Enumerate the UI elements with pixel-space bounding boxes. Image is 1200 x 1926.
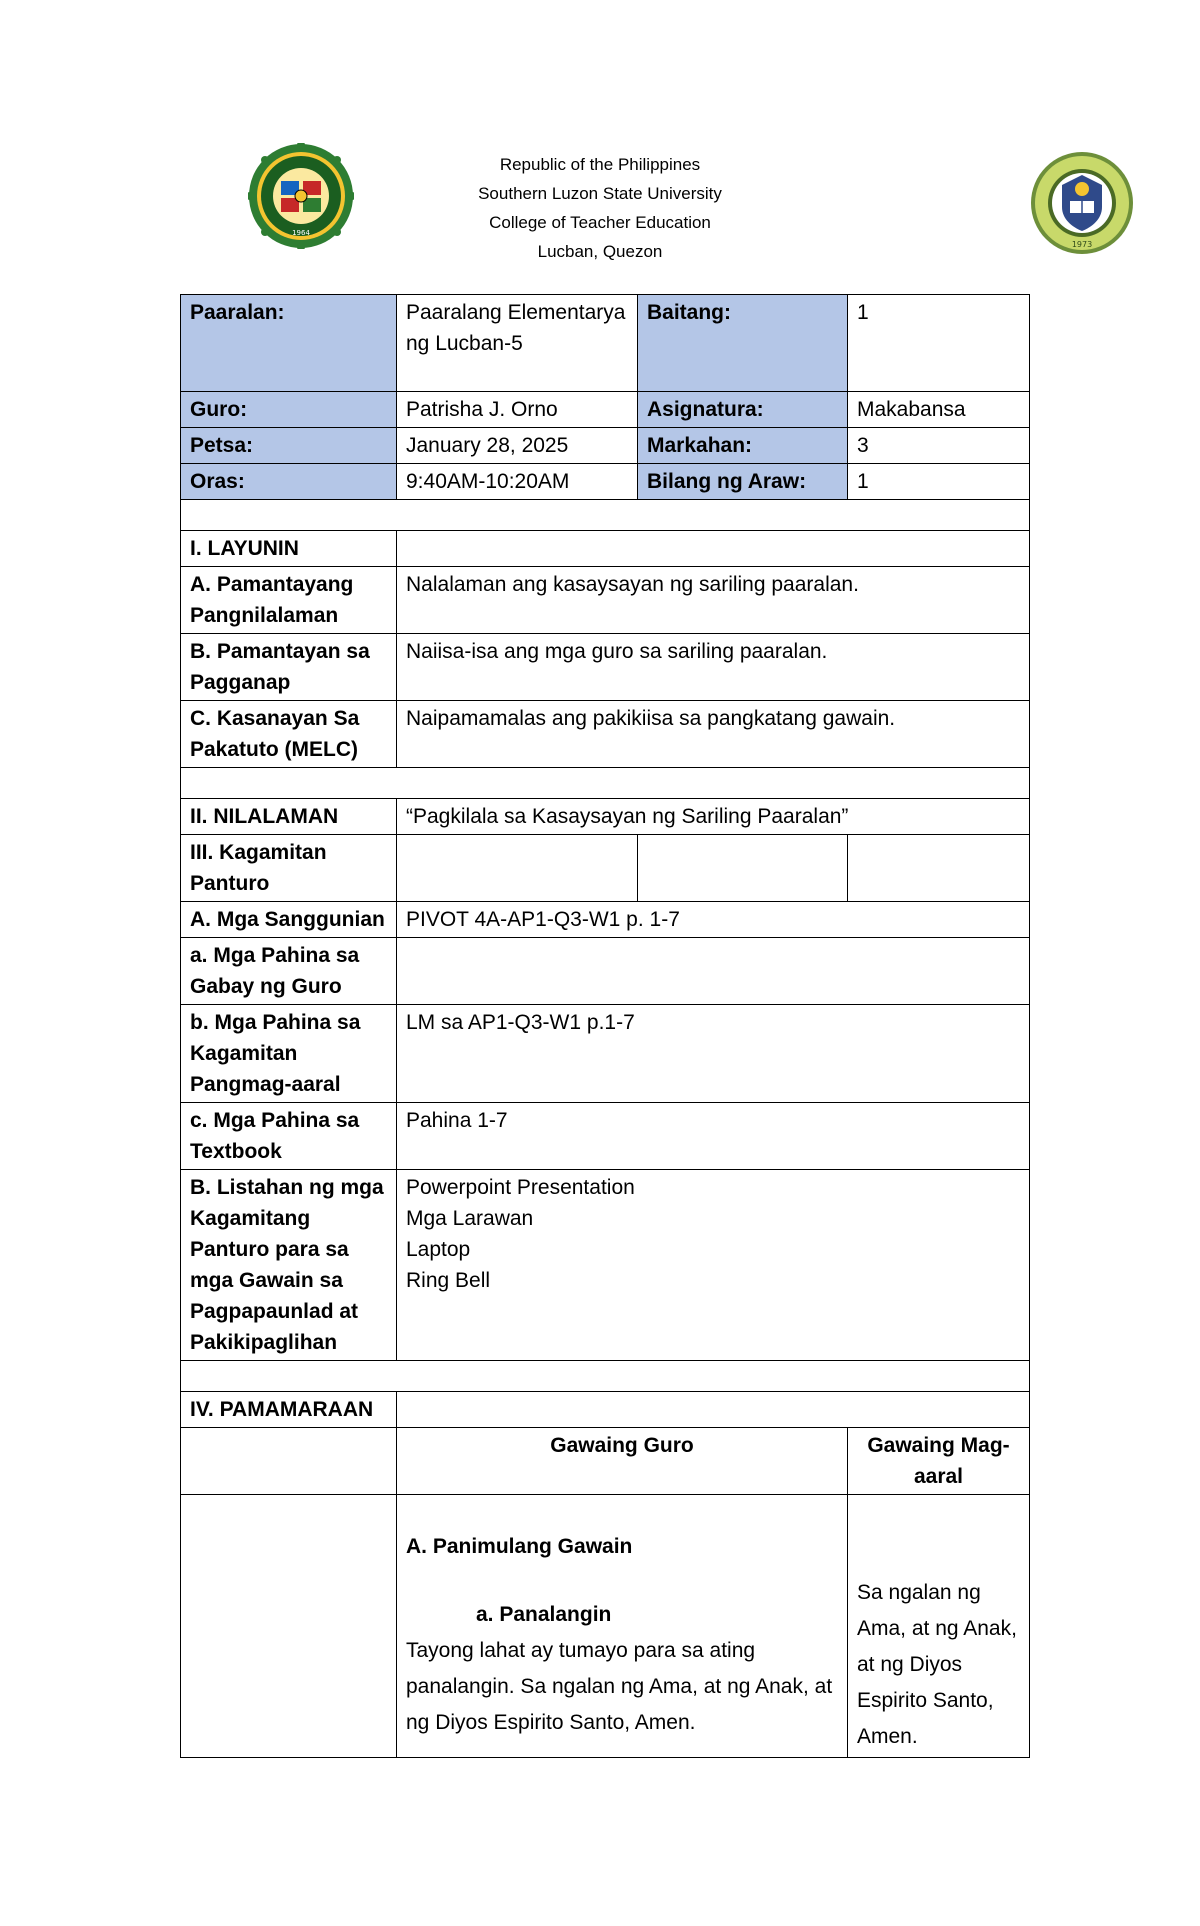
- header-line-republic: Republic of the Philippines: [499, 155, 701, 174]
- baitang-label: Baitang:: [638, 295, 848, 392]
- oras-value: 9:40AM-10:20AM: [397, 464, 638, 500]
- info-row-oras: [181, 464, 1030, 500]
- gabay-guro-row: [181, 938, 1030, 1005]
- baitang-value: 1: [848, 295, 1030, 392]
- lesson-plan-table: [180, 294, 1030, 1758]
- textbook-row: [181, 1103, 1030, 1170]
- listahan-item: Laptop: [406, 1238, 471, 1261]
- document-header: [0, 150, 1200, 266]
- bilang-value: 1: [848, 464, 1030, 500]
- panimulang-gawain-title: A. Panimulang Gawain: [406, 1535, 633, 1558]
- asignatura-value: Makabansa: [848, 392, 1030, 428]
- info-row-guro: [181, 392, 1030, 428]
- layunin-c-row: [181, 701, 1030, 768]
- pamamaraan-heading-row: [181, 1392, 1030, 1428]
- petsa-label: Petsa:: [181, 428, 397, 464]
- guro-label: Guro:: [181, 392, 397, 428]
- sanggunian-value: PIVOT 4A-AP1-Q3-W1 p. 1-7: [397, 902, 1030, 938]
- gawaing-guro-cell: [397, 1495, 848, 1758]
- kagamitan-magaaral-value: LM sa AP1-Q3-W1 p.1-7: [397, 1005, 1030, 1103]
- gawaing-guro-header: Gawaing Guro: [397, 1428, 848, 1495]
- layunin-a-value: Nalalaman ang kasaysayan ng sariling paaralan.: [397, 567, 1030, 634]
- spacer-row: [181, 500, 1030, 531]
- spacer-row: [181, 768, 1030, 799]
- layunin-c-value: Naipamamalas ang pakikiisa sa pangkatang gawain.: [397, 701, 1030, 768]
- markahan-label: Markahan:: [638, 428, 848, 464]
- header-line-university: Southern Luzon State University: [478, 184, 722, 203]
- layunin-heading-row: [181, 531, 1030, 567]
- paaralan-label: Paaralan:: [181, 295, 397, 392]
- nilalaman-heading: II. NILALAMAN: [181, 799, 397, 835]
- sanggunian-label: A. Mga Sanggunian: [181, 902, 397, 938]
- svg-text:1964: 1964: [292, 229, 310, 237]
- gabay-guro-label: a. Mga Pahina sa Gabay ng Guro: [181, 938, 397, 1005]
- gabay-guro-value: [397, 938, 1030, 1005]
- spacer-row: [181, 1361, 1030, 1392]
- sanggunian-row: [181, 902, 1030, 938]
- kagamitan-heading-row: [181, 835, 1030, 902]
- gawaing-magaaral-header: Gawaing Mag-aaral: [848, 1428, 1030, 1495]
- panimulang-gawain-row: [181, 1495, 1030, 1758]
- info-row-petsa: [181, 428, 1030, 464]
- kagamitan-heading: III. Kagamitan Panturo: [181, 835, 397, 902]
- kagamitan-magaaral-label: b. Mga Pahina sa Kagamitan Pangmag-aaral: [181, 1005, 397, 1103]
- pamamaraan-columns-row: [181, 1428, 1030, 1495]
- bilang-label: Bilang ng Araw:: [638, 464, 848, 500]
- listahan-value: [397, 1170, 1030, 1361]
- layunin-heading: I. LAYUNIN: [181, 531, 397, 567]
- oras-label: Oras:: [181, 464, 397, 500]
- magaaral-panalangin-text: Sa ngalan ng Ama, at ng Anak, at ng Diyos Espirito Santo, Amen.: [848, 1495, 1030, 1758]
- guro-value: Patrisha J. Orno: [397, 392, 638, 428]
- panalangin-subtitle: a. Panalangin: [476, 1603, 612, 1626]
- listahan-label: B. Listahan ng mga Kagamitang Panturo para sa mga Gawain sa Pagpapaunlad at Pakikipaglihan: [181, 1170, 397, 1361]
- guro-panalangin-text: Tayong lahat ay tumayo para sa ating panalangin. Sa ngalan ng Ama, at ng Anak, at ng Diyos Espirito Santo, Amen.: [406, 1639, 833, 1734]
- svg-text:1973: 1973: [1071, 240, 1093, 249]
- listahan-item: Mga Larawan: [406, 1207, 534, 1230]
- layunin-c-label: C. Kasanayan Sa Pakatuto (MELC): [181, 701, 397, 768]
- paaralan-value: Paaralang Elementarya ng Lucban-5: [397, 295, 638, 392]
- layunin-a-row: [181, 567, 1030, 634]
- info-row-paaralan: [181, 295, 1030, 392]
- pamamaraan-heading: IV. PAMAMARAAN: [181, 1392, 397, 1428]
- listahan-row: [181, 1170, 1030, 1361]
- layunin-a-label: A. Pamantayang Pangnilalaman: [181, 567, 397, 634]
- nilalaman-value: “Pagkilala sa Kasaysayan ng Sariling Paaralan”: [397, 799, 1030, 835]
- header-line-location: Lucban, Quezon: [537, 242, 663, 261]
- kagamitan-magaaral-row: [181, 1005, 1030, 1103]
- petsa-value: January 28, 2025: [397, 428, 638, 464]
- header-line-college: College of Teacher Education: [489, 213, 711, 232]
- markahan-value: 3: [848, 428, 1030, 464]
- listahan-item: Powerpoint Presentation: [406, 1176, 635, 1199]
- listahan-item: Ring Bell: [406, 1269, 491, 1292]
- layunin-b-label: B. Pamantayan sa Pagganap: [181, 634, 397, 701]
- layunin-b-row: [181, 634, 1030, 701]
- layunin-b-value: Naiisa-isa ang mga guro sa sariling paaralan.: [397, 634, 1030, 701]
- textbook-value: Pahina 1-7: [397, 1103, 1030, 1170]
- asignatura-label: Asignatura:: [638, 392, 848, 428]
- textbook-label: c. Mga Pahina sa Textbook: [181, 1103, 397, 1170]
- nilalaman-row: [181, 799, 1030, 835]
